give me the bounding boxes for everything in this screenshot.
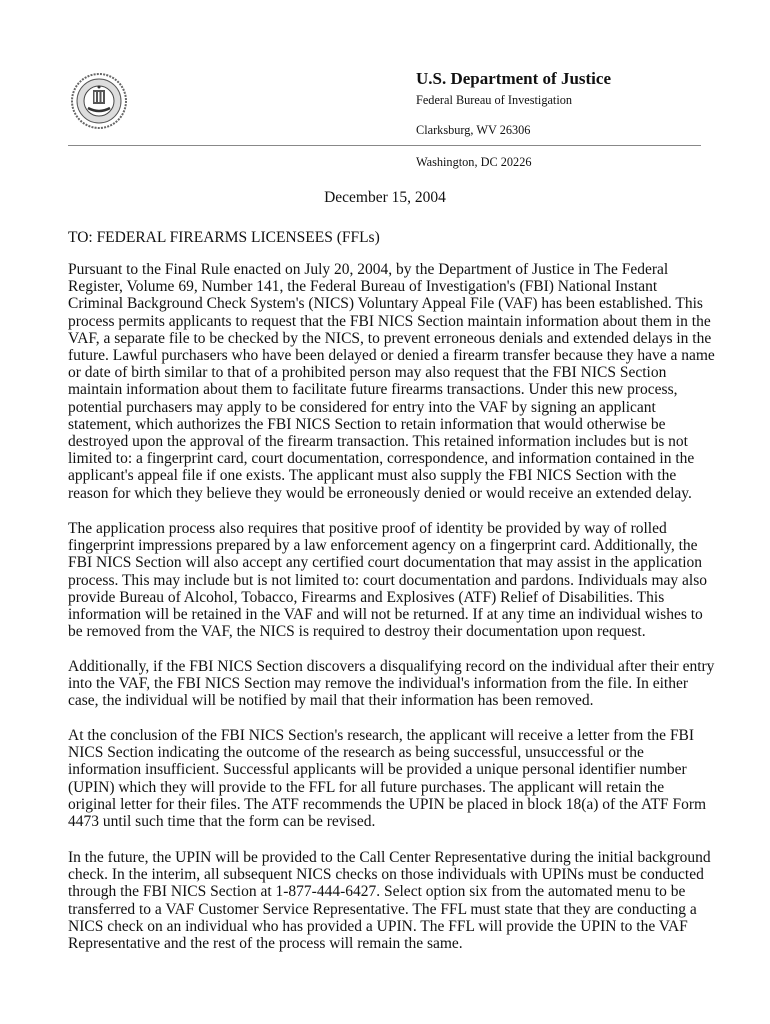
paragraph-line: NICS check on an individual who has provided a UPIN. The FFL will provide the UPIN to the VAF bbox=[68, 917, 688, 935]
paragraph-5 bbox=[68, 849, 711, 952]
paragraph-line: In the future, the UPIN will be provided to the Call Center Representative during the initial background bbox=[68, 849, 711, 866]
paragraph-line: At the conclusion of the FBI NICS Section's research, the applicant will receive a letter from the FBI bbox=[68, 727, 695, 744]
paragraph-line: original letter for their files. The ATF recommends the UPIN be placed in block 18(a) of the ATF Form bbox=[68, 795, 707, 813]
paragraph-line: 4473 until such time that the form can be revised. bbox=[68, 813, 376, 831]
paragraph-line: Criminal Background Check System's (NICS) Voluntary Appeal File (VAF) has been established. This bbox=[68, 295, 703, 313]
paragraph-line: information insufficient. Successful applicants will be provided a unique personal identifier number bbox=[68, 761, 687, 779]
paragraph-line: limited to: a fingerprint card, court documentation, correspondence, and information contained in the bbox=[68, 450, 695, 468]
paragraph-line: Representative and the rest of the process will remain the same. bbox=[68, 935, 463, 953]
header-divider bbox=[68, 145, 701, 146]
paragraph-line: Register, Volume 69, Number 141, the Federal Bureau of Investigation's (FBI) National Instant bbox=[68, 278, 658, 296]
paragraph-line: or date of birth similar to that of a prohibited person may also request that the FBI NICS Section bbox=[68, 364, 667, 382]
paragraph-line: process. This may include but is not limited to: court documentation and pardons. Individuals may also bbox=[68, 571, 707, 589]
paragraph-line: information will be retained in the VAF and will not be returned. If at any time an individual wishes to bbox=[68, 606, 703, 624]
paragraph-line: NICS Section indicating the outcome of the research as being successful, unsuccessful or the bbox=[68, 744, 644, 762]
paragraph-line: Additionally, if the FBI NICS Section discovers a disqualifying record on the individual after their entry bbox=[68, 658, 715, 675]
address-clarksburg: Clarksburg, WV 26306 bbox=[416, 123, 531, 137]
paragraph-1 bbox=[68, 261, 715, 502]
paragraph-line: destroyed upon the approval of the firearm transaction. This retained information includes but is not bbox=[68, 433, 688, 451]
paragraph-line: FBI NICS Section will also accept any certified court documentation that may assist in the application bbox=[68, 554, 703, 572]
paragraph-line: reason for which they believe they would be erroneously denied or would receive an extended delay. bbox=[68, 484, 692, 502]
paragraph-line: case, the individual will be notified by mail that their information has been removed. bbox=[68, 692, 594, 710]
fbi-seal-logo bbox=[70, 72, 128, 130]
paragraph-line: statement, which authorizes the FBI NICS Section to retain information that would otherwise be bbox=[68, 415, 666, 433]
paragraph-line: provide Bureau of Alcohol, Tobacco, Firearms and Explosives (ATF) Relief of Disabilities. This bbox=[68, 588, 665, 606]
bureau-name: Federal Bureau of Investigation bbox=[416, 93, 573, 107]
paragraph-line: maintain information about them to facilitate future firearms transactions. Under this new process, bbox=[68, 381, 678, 399]
department-name: U.S. Department of Justice bbox=[416, 69, 611, 88]
paragraph-line: into the VAF, the FBI NICS Section may remove the individual's information from the file. In either bbox=[68, 675, 689, 693]
paragraph-line: check. In the interim, all subsequent NICS checks on those individuals with UPINs must be conducted bbox=[68, 866, 704, 884]
paragraph-line: transferred to a VAF Customer Service Representative. The FFL must state that they are conducting a bbox=[68, 900, 697, 918]
recipient-line: TO: FEDERAL FIREARMS LICENSEES (FFLs) bbox=[68, 229, 380, 246]
letter-date: December 15, 2004 bbox=[324, 189, 446, 206]
address-washington: Washington, DC 20226 bbox=[416, 155, 532, 169]
paragraph-line: The application process also requires that positive proof of identity be provided by way of rolled bbox=[68, 520, 667, 537]
paragraph-line: VAF, a separate file to be checked by the NICS, to prevent erroneous denials and extended delays in the bbox=[68, 329, 712, 347]
paragraph-line: potential purchasers may apply to be considered for entry into the VAF by signing an applicant bbox=[68, 398, 656, 416]
paragraph-line: (UPIN) which they will provide to the FFL for all future purchases. The applicant will retain the bbox=[68, 778, 665, 796]
paragraph-line: through the FBI NICS Section at 1-877-444-6427. Select option six from the automated menu to be bbox=[68, 883, 686, 901]
paragraph-line: applicant's appeal file if one exists. The applicant must also supply the FBI NICS Section with the bbox=[68, 467, 677, 485]
paragraph-line: Pursuant to the Final Rule enacted on July 20, 2004, by the Department of Justice in The Federal bbox=[68, 261, 669, 278]
paragraph-2 bbox=[68, 520, 707, 640]
paragraph-3 bbox=[68, 658, 714, 710]
paragraph-4 bbox=[68, 727, 706, 830]
paragraph-line: process permits applicants to request that the FBI NICS Section maintain information about them in the bbox=[68, 312, 711, 330]
paragraph-line: fingerprint impressions prepared by a law enforcement agency on a fingerprint card. Additionally, the bbox=[68, 537, 698, 555]
paragraph-line: be removed from the VAF, the NICS is required to destroy their documentation upon request. bbox=[68, 623, 646, 641]
paragraph-line: future. Lawful purchasers who have been delayed or denied a firearm transfer because they have a name bbox=[68, 347, 715, 365]
